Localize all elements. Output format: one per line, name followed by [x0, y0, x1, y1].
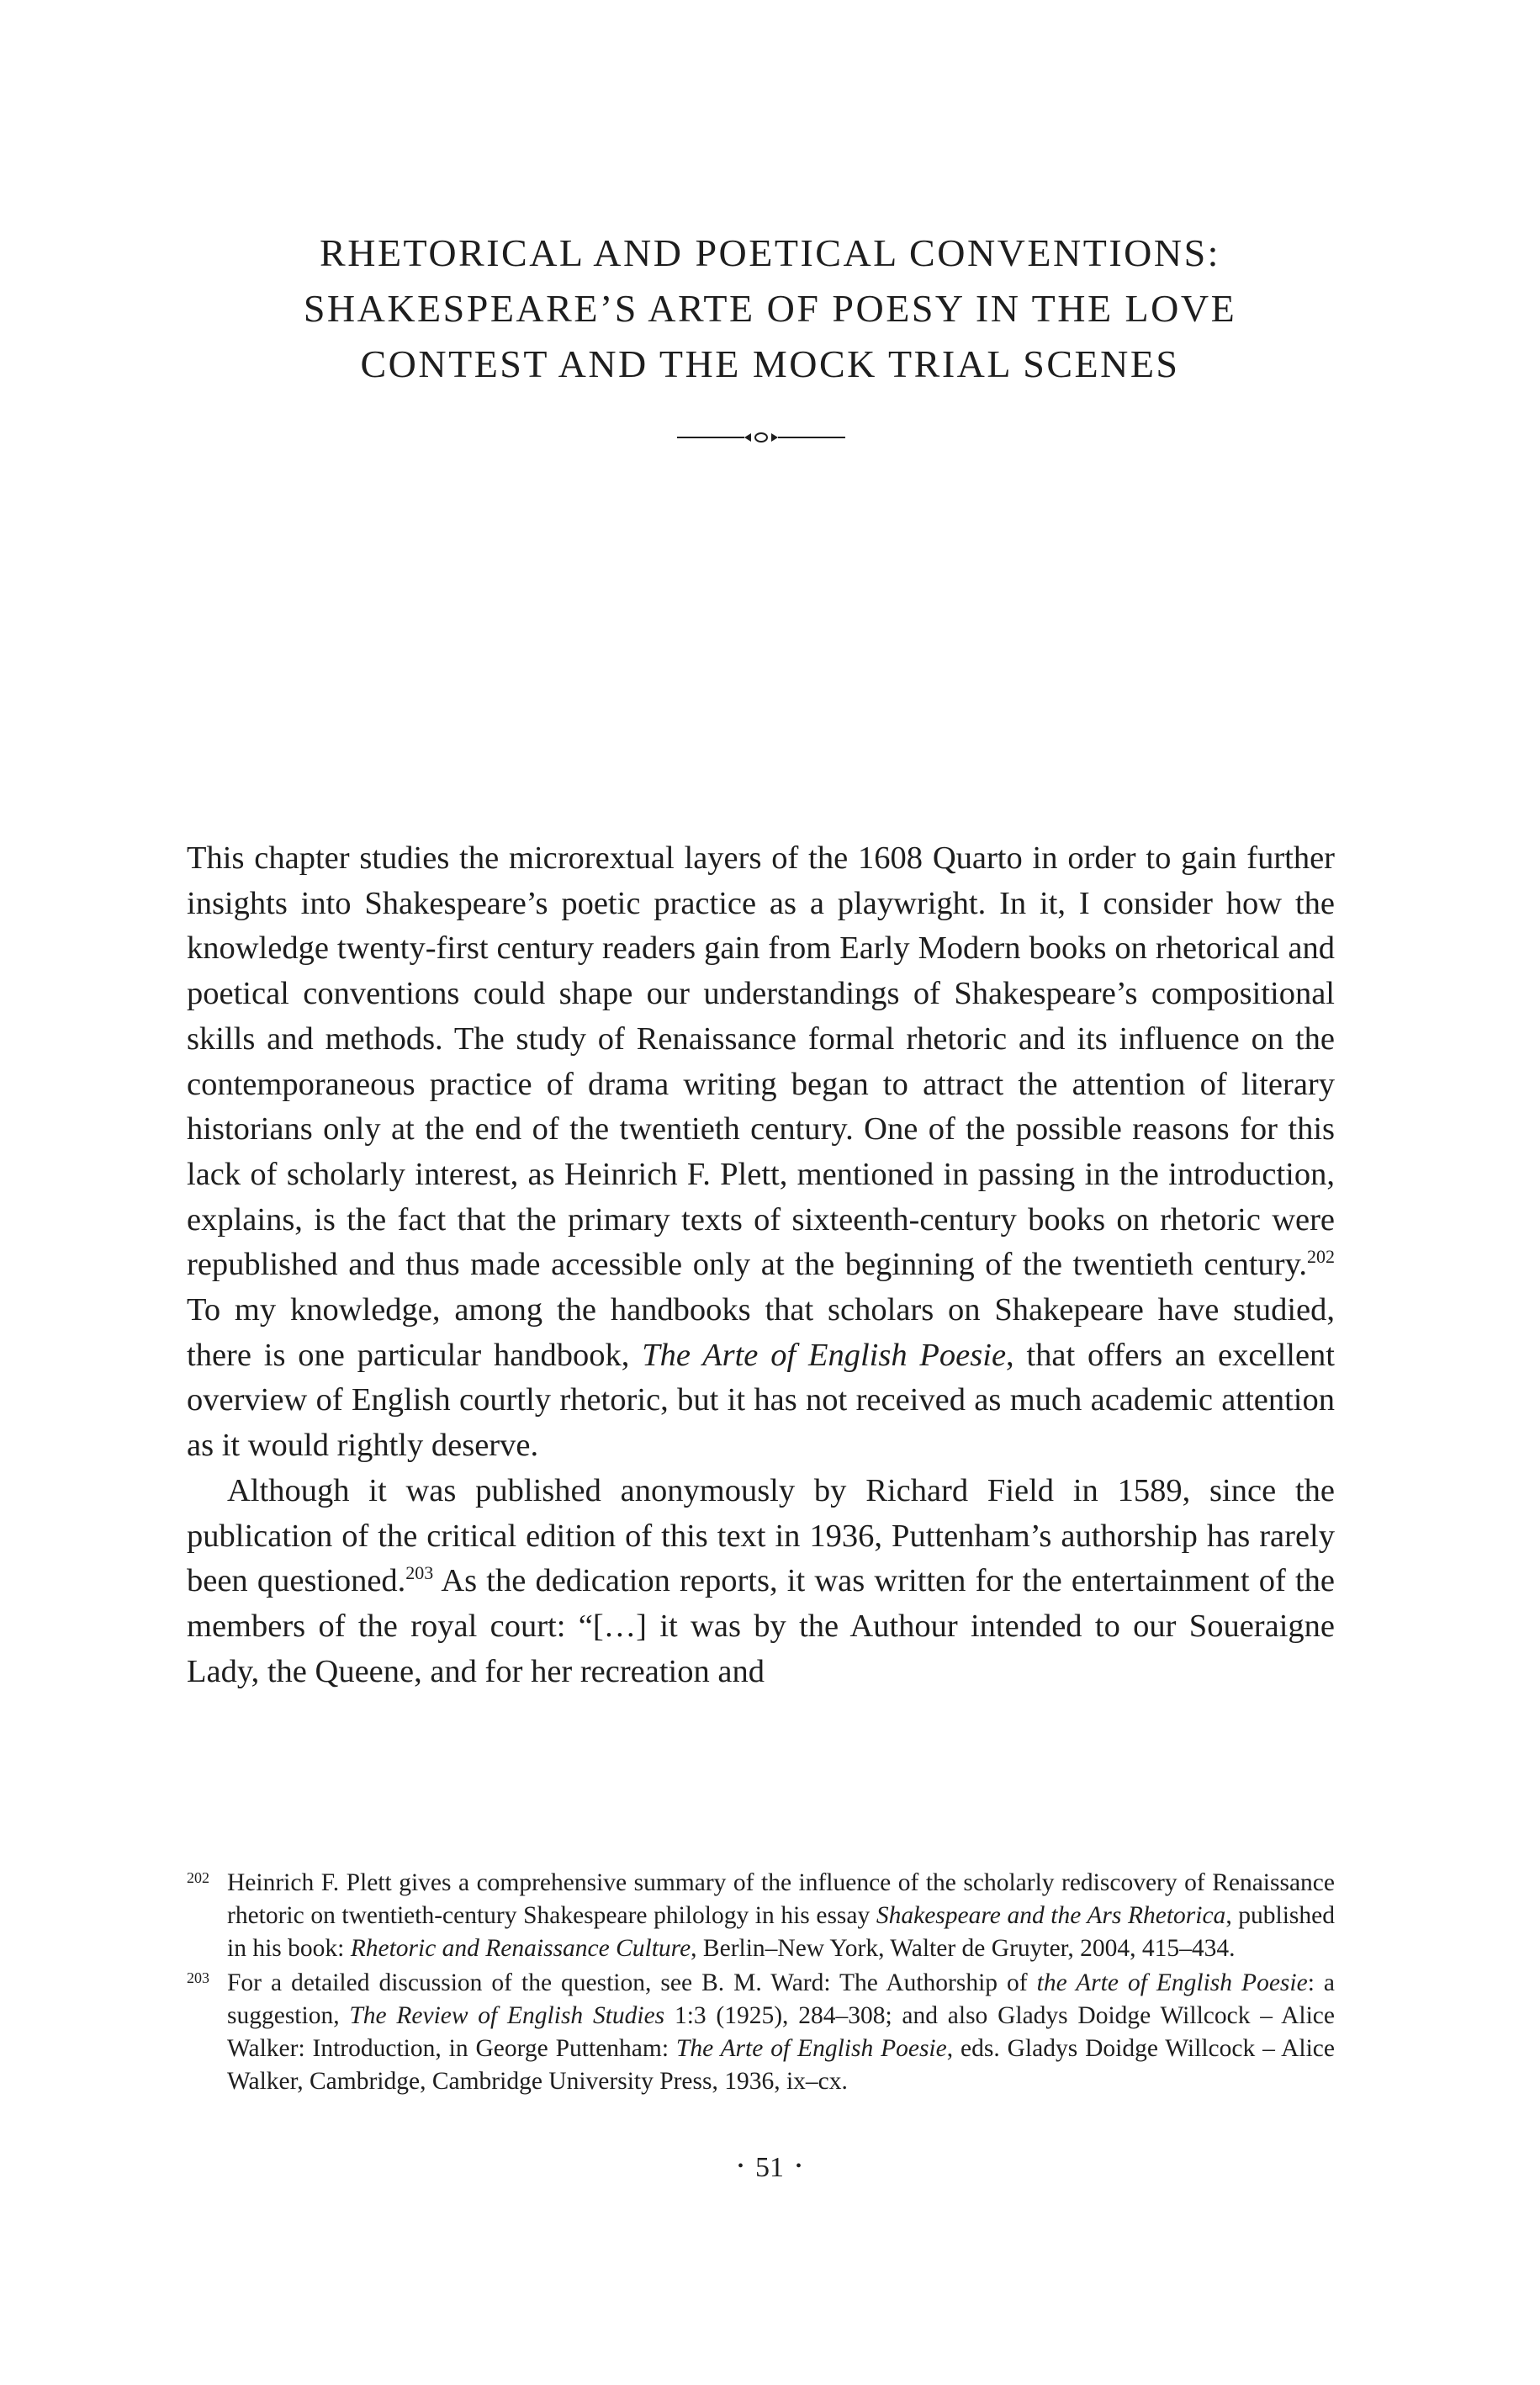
ornament-divider-icon: [677, 427, 845, 448]
chapter-title-line-2: SHAKESPEARE’S ARTE OF POESY IN THE LOVE: [303, 287, 1237, 330]
footnote-text: , eds. Gladys Doidge Willcock – Alice Walker, Cambridge, Cambridge University Press, 1936, ix–cx.: [227, 2035, 1335, 2095]
page-footer: [685, 2151, 854, 2188]
bullet-icon: •: [796, 2157, 802, 2176]
footnote-text: : a suggestion,: [227, 1969, 1335, 2029]
footnote-text: , Berlin–New York, Walter de Gruyter, 2004, 415–434.: [691, 1935, 1236, 1962]
paragraph-1-text-a: This chapter studies the microrextual layers of the 1608 Quarto in order to gain further insights into Shakespeare’s poetic practice as a playwright. In it, I consider how the knowledge twenty-first century readers gain from Early Modern books on rhetorical and poetical conventions could shape our understandings of Shakespeare’s compositional skills and methods. The study of Renaissance formal rhetoric and its influence on the contemporaneous practice of drama writing began to attract the attention of literary historians only at the end of the twentieth century. One of the possible reasons for this lack of scholarly interest, as Heinrich F. Plett, mentioned in passing in the introduction, explains, is the fact that the primary texts of sixteenth-century books on rhetoric were republished and thus made accessible only at the beginning of the twentieth century.: [187, 840, 1335, 1283]
paragraph-1-text-b: To my knowledge, among the handbooks that scholars on Shakepeare have studied, there is one particular handbook,: [187, 1292, 1335, 1373]
paragraph-1-text-c: , that offers an excellent overview of English courtly rhetoric, but it has not received as much academic attention as it would rightly deserve.: [187, 1337, 1335, 1464]
footnote-203: [187, 1967, 1335, 2098]
footnote-italic: The Arte of English Poesie: [675, 2035, 947, 2062]
paragraph-2-text-b: As the dedication reports, it was written for the entertainment of the members of the royal court: “[…] it was by the Authour intended to our Soueraigne Lady, the Queene, and for her recreation and: [187, 1563, 1335, 1689]
footnote-text: 1:3 (1925), 284–308; and also Gladys Doidge Willcock – Alice Walker: Introduction, in George Puttenham:: [227, 2002, 1335, 2062]
footnote-italic: Rhetoric and Renaissance Culture: [350, 1935, 691, 1962]
body-text: [187, 836, 1335, 1694]
bullet-icon: •: [737, 2157, 744, 2176]
chapter-title-line-1: RHETORICAL AND POETICAL CONVENTIONS:: [320, 231, 1220, 274]
page-number: 51: [755, 2152, 784, 2183]
footnote-number: 202: [187, 1869, 209, 1886]
footnote-italic: Shakespeare and the Ars Rhetorica: [876, 1902, 1226, 1929]
chapter-title-line-3: CONTEST AND THE MOCK TRIAL SCENES: [360, 342, 1180, 385]
footnote-italic: The Review of English Studies: [349, 2002, 665, 2029]
footnotes: [187, 1867, 1335, 2100]
paragraph-2-text-a: Although it was published anonymously by Richard Field in 1589, since the publication of the critical edition of this text in 1936, Puttenham’s authorship has rarely been questioned.: [187, 1472, 1335, 1599]
paragraph-2: [187, 1469, 1335, 1695]
footnote-ref-203[interactable]: 203: [405, 1562, 434, 1584]
footnote-202: [187, 1867, 1335, 1965]
footnote-text: For a detailed discussion of the question, see B. M. Ward: The Authorship of: [227, 1969, 1037, 1996]
chapter-title: [187, 225, 1353, 392]
footnote-ref-202[interactable]: 202: [1307, 1246, 1335, 1268]
footnote-text: Heinrich F. Plett gives a comprehensive summary of the influence of the scholarly rediscovery of Renaissance rhetoric on twentieth-century Shakespeare philology in his essay: [227, 1869, 1335, 1929]
footnote-text: , published in his book:: [227, 1902, 1336, 1962]
footnote-number: 203: [187, 1969, 209, 1986]
book-title-italic: The Arte of English Poesie: [642, 1337, 1007, 1373]
paragraph-1: [187, 836, 1335, 1469]
footnote-italic: the Arte of English Poesie: [1036, 1969, 1308, 1996]
